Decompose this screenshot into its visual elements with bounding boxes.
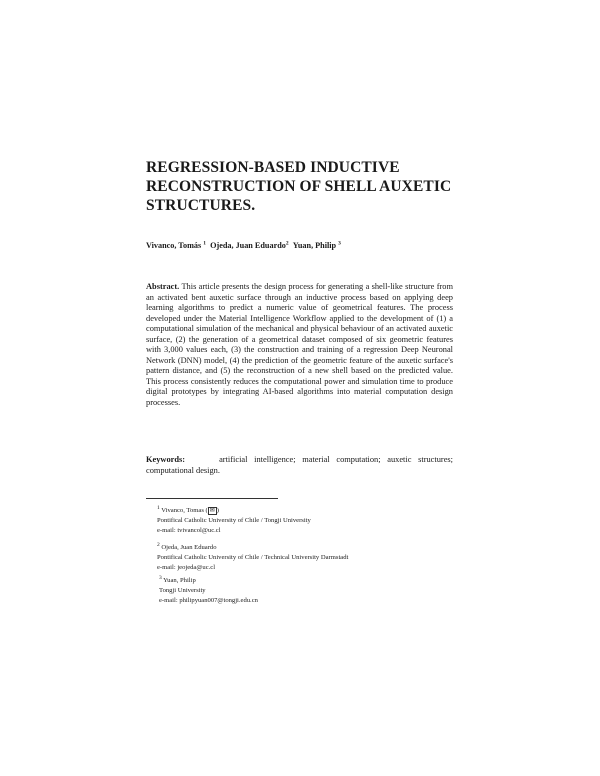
footnote-marker: 2 xyxy=(157,541,160,548)
footnote-email: e-mail: tvivancol@uc.cl xyxy=(157,527,221,534)
footnote-affiliation: Pontifical Catholic University of Chile / Tongji University xyxy=(157,517,311,524)
author-affiliation-marker: 1 xyxy=(203,240,206,247)
footnote-marker: 3 xyxy=(159,574,162,581)
footnote-author-end: ) xyxy=(216,507,219,514)
keywords-text: artificial intelligence; material computation; auxetic structures; computational design. xyxy=(146,455,453,475)
author-affiliation-marker: 2 xyxy=(285,240,289,247)
footnote-3 xyxy=(159,576,439,606)
author-affiliation-marker: 3 xyxy=(338,240,341,247)
footnote-divider xyxy=(146,498,278,499)
author-line xyxy=(146,241,466,250)
footnote-author: Ojeda, Juan Eduardo xyxy=(161,544,217,551)
author-name: Vivanco, Tomás xyxy=(146,241,202,250)
footnote-email: e-mail: jeojeda@uc.cl xyxy=(157,564,216,571)
envelope-icon: ✉ xyxy=(209,508,215,514)
author-name: Yuan, Philip xyxy=(292,241,337,250)
footnote-2 xyxy=(157,543,437,573)
footnote-1 xyxy=(157,506,437,536)
footnote-author: Vivanco, Tomas ( xyxy=(161,507,208,514)
keywords xyxy=(146,455,453,476)
author-name: Ojeda, Juan Eduardo xyxy=(210,241,286,250)
footnote-affiliation: Pontifical Catholic University of Chile / Technical University Darmstadt xyxy=(157,554,349,561)
footnote-marker: 1 xyxy=(157,504,160,511)
footnote-author: Yuan, Philip xyxy=(163,577,196,584)
abstract-label: Abstract. xyxy=(146,282,180,291)
abstract-text: This article presents the design process for generating a shell-like structure from an activated bent auxetic surface through an inductive process based on applying deep learning algorithms to predict a numeric value of geometrical features. The process developed under the Material Intelligence Workflow applied to the development of (1) a computational simulation of the mechanical and physical behaviour of an activated auxetic surface, (2) the generation of a geometrical dataset composed of six geometric features with 3,000 values each, (3) the construction and training of a regression Deep Neuronal Network (DNN) model, (4) the prediction of the geometric feature of the auxetic surface's pattern distance, and (5) the reconstruction of a new shell based on the predicted value. This process consistently reduces the computational power and simulation time to produce digital prototypes by integrating AI-based algorithms into material computation design processes. xyxy=(146,282,453,408)
footnote-email: e-mail: philipyuan007@tongji.edu.cn xyxy=(159,597,258,604)
abstract xyxy=(146,282,453,409)
paper-title: REGRESSION-BASED INDUCTIVE RECONSTRUCTION OF SHELL AUXETIC STRUCTURES. xyxy=(146,159,452,214)
keywords-label: Keywords: xyxy=(146,455,186,464)
footnote-affiliation: Tongji University xyxy=(159,587,206,594)
